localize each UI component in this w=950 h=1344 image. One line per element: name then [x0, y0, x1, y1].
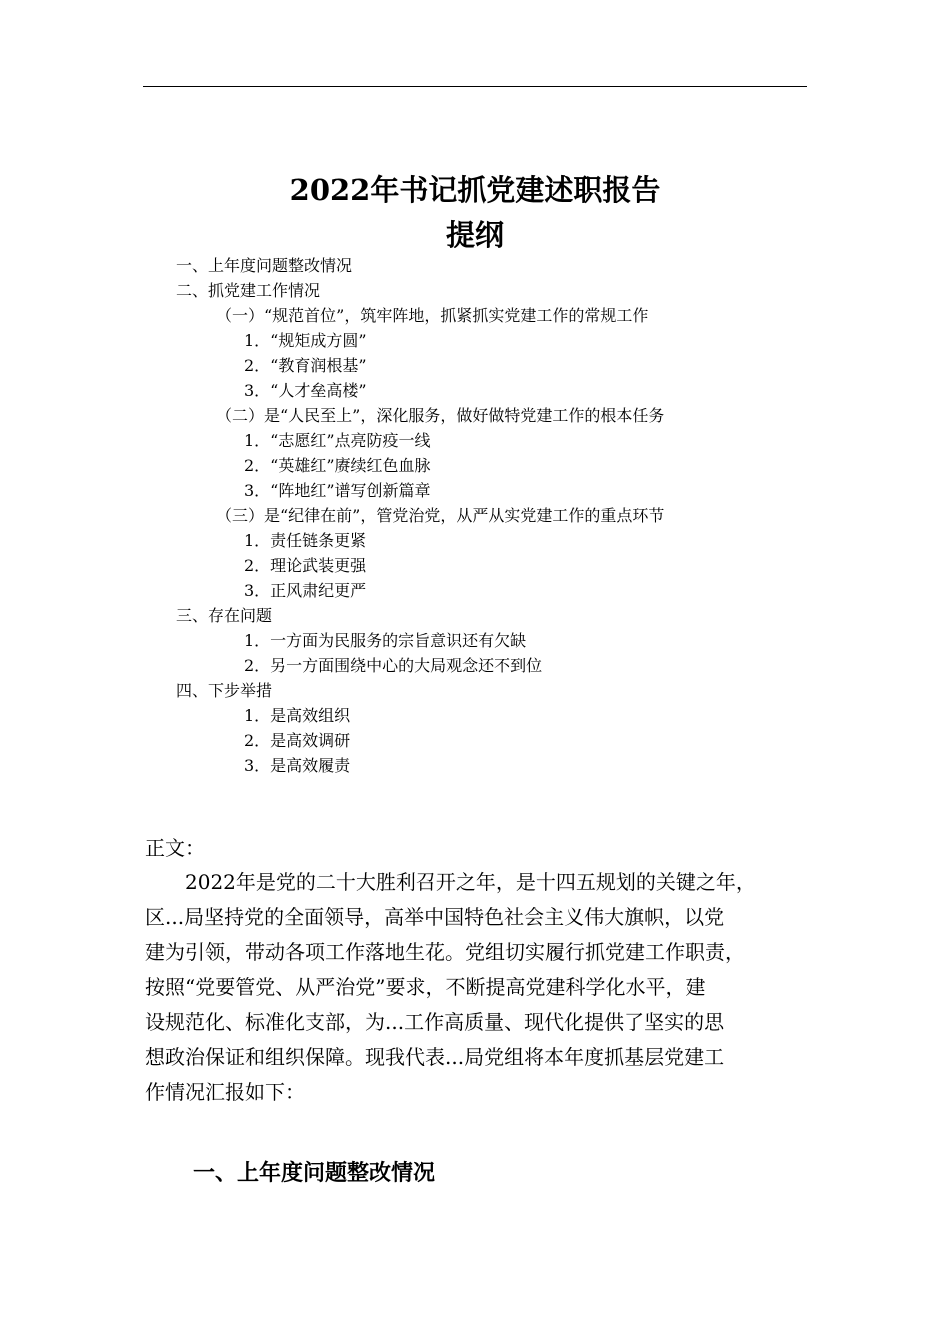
section-heading: 一、上年度问题整改情况 [193, 1161, 436, 1186]
paragraph-line: 设规范化、标准化支部，为...工作高质量、现代化提供了坚实的思 [145, 1010, 725, 1034]
outline-item-level-3: 2．“英雄红”赓续红色血脉 [244, 456, 431, 475]
header-rule [143, 86, 807, 87]
outline-item-level-2: （二）是“人民至上”，深化服务，做好做特党建工作的根本任务 [216, 406, 665, 425]
outline-item-level-1: 二、抓党建工作情况 [176, 281, 321, 300]
outline-item-level-3: 2．另一方面围绕中心的大局观念还不到位 [244, 656, 543, 675]
outline-item-level-1: 四、下步举措 [176, 681, 273, 700]
outline-item-level-3: 3．是高效履责 [244, 756, 351, 775]
document-title: 2022年书记抓党建述职报告 [289, 173, 661, 207]
outline-item-level-3: 1．“志愿红”点亮防疫一线 [244, 431, 431, 450]
paragraph-line: 建为引领，带动各项工作落地生花。党组切实履行抓党建工作职责， [145, 940, 745, 964]
document-subtitle: 提纲 [445, 218, 504, 252]
outline-item-level-3: 1．“规矩成方圆” [244, 331, 367, 350]
outline-item-level-3: 3．“人才垒高楼” [244, 381, 367, 400]
outline-item-level-1: 三、存在问题 [176, 606, 273, 625]
outline-item-level-2: （一）“规范首位”，筑牢阵地，抓紧抓实党建工作的常规工作 [216, 306, 649, 325]
paragraph-line: 按照“党要管党、从严治党”要求，不断提高党建科学化水平，建 [145, 975, 706, 999]
outline-item-level-3: 3．正风肃纪更严 [244, 581, 367, 600]
paragraph-line: 作情况汇报如下： [145, 1080, 305, 1104]
outline-item-level-3: 1．是高效组织 [244, 706, 351, 725]
outline-item-level-3: 2．是高效调研 [244, 731, 351, 750]
outline-item-level-2: （三）是“纪律在前”，管党治党，从严从实党建工作的重点环节 [216, 506, 665, 525]
outline-item-level-3: 2．理论武装更强 [244, 556, 367, 575]
body-label: 正文： [145, 836, 205, 860]
outline-item-level-3: 1．责任链条更紧 [244, 531, 367, 550]
outline-item-level-3: 1．一方面为民服务的宗旨意识还有欠缺 [244, 631, 527, 650]
paragraph-line: 区...局坚持党的全面领导，高举中国特色社会主义伟大旗帜，以党 [145, 905, 725, 929]
outline-item-level-3: 2．“教育润根基” [244, 356, 367, 375]
outline-item-level-3: 3．“阵地红”谱写创新篇章 [244, 481, 431, 500]
paragraph-line: 2022年是党的二十大胜利召开之年，是十四五规划的关键之年， [145, 870, 756, 894]
outline-item-level-1: 一、上年度问题整改情况 [176, 256, 353, 275]
paragraph-line: 想政治保证和组织保障。现我代表...局党组将本年度抓基层党建工 [145, 1045, 725, 1069]
